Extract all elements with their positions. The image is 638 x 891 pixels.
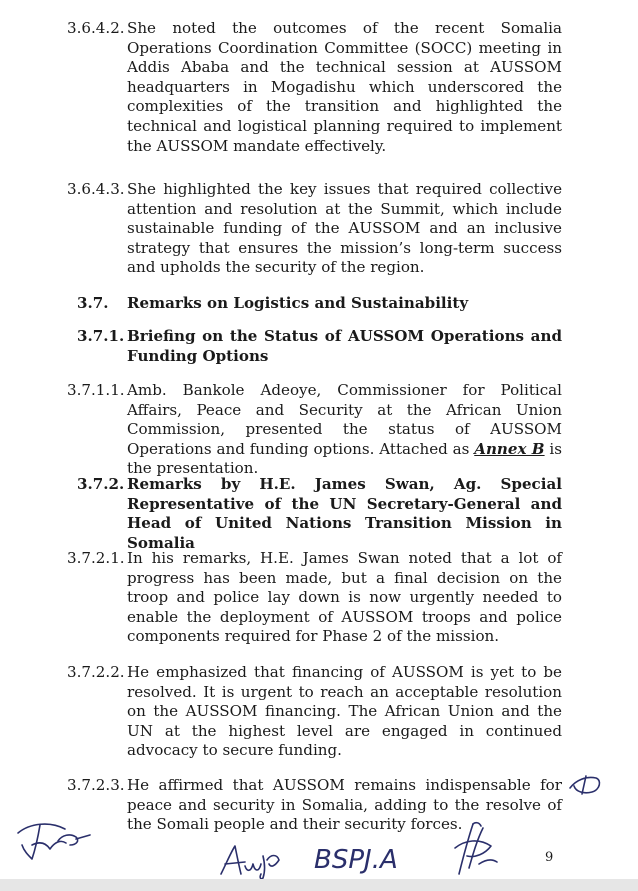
paragraph-text — [127, 381, 562, 479]
paragraph-number: 3.7.2.3. — [67, 776, 125, 794]
paragraph-text: He emphasized that financing of AUSSOM is yet to be resolved. It is urgent to reach an acceptable resolution on the AUSSOM financing. The African Union and the UN at the highest level are engaged in continued advocacy to secure funding. — [127, 663, 562, 760]
signature-left — [10, 815, 105, 865]
section-title: Remarks by H.E. James Swan, Ag. Special Representative of the UN Secretary-General and Head of United Nations Transition Mission in Somalia — [127, 475, 562, 552]
annex-b-reference: Annex B — [474, 439, 545, 458]
section-number: 3.7. — [77, 294, 109, 312]
section-number: 3.7.1. — [77, 327, 125, 345]
paragraph-text: She highlighted the key issues that required collective attention and resolution at the Summit, which include sustainable funding of the AUSSOM and an inclusive strategy that ensures the mission’s long-term success and upholds the security of the region. — [127, 180, 562, 277]
section-number: 3.7.2. — [77, 475, 125, 493]
signature-middle-initials — [312, 838, 442, 878]
section-title: Briefing on the Status of AUSSOM Operations and Funding Options — [127, 327, 562, 365]
svg-text:BSPJ.A: BSPJ.A — [314, 845, 398, 875]
paragraph-number: 3.7.2.1. — [67, 549, 125, 567]
section-title: Remarks on Logistics and Sustainability — [127, 294, 469, 312]
signature-right — [445, 818, 505, 878]
paragraph-number: 3.7.2.2. — [67, 663, 125, 681]
scan-bottom-edge — [0, 879, 638, 891]
paragraph-text: She noted the outcomes of the recent Somalia Operations Coordination Committee (SOCC) meeting in Addis Ababa and the technical session at AUSSOM headquarters in Mogadishu which underscored the complexities of the transition and highlighted the technical and logistical planning required to implement the AUSSOM mandate effectively. — [127, 19, 562, 155]
paragraph-text-part: is the presentation. — [127, 439, 562, 478]
paragraph-text: He affirmed that AUSSOM remains indispensable for peace and security in Somalia, adding to the resolve of the Somali people and their security forces. — [127, 776, 562, 834]
paragraph-number: 3.7.1.1. — [67, 381, 125, 399]
page-number: 9 — [545, 850, 554, 865]
paragraph-text: In his remarks, H.E. James Swan noted that a lot of progress has been made, but a final decision on the troop and police lay down is now urgently needed to enable the deployment of AUSSOM troops and police components required for Phase 2 of the mission. — [127, 549, 562, 646]
signature-mark-right — [566, 770, 606, 800]
paragraph-text-part: Amb. Bankole Adeoye, Commissioner for Political Affairs, Peace and Security at the African Union Commission, presented the status of AUSSOM Operations and funding options. Attached as — [127, 381, 562, 458]
paragraph-number: 3.6.4.3. — [67, 180, 125, 198]
signature-middle-left — [215, 842, 290, 882]
paragraph-number: 3.6.4.2. — [67, 19, 125, 37]
